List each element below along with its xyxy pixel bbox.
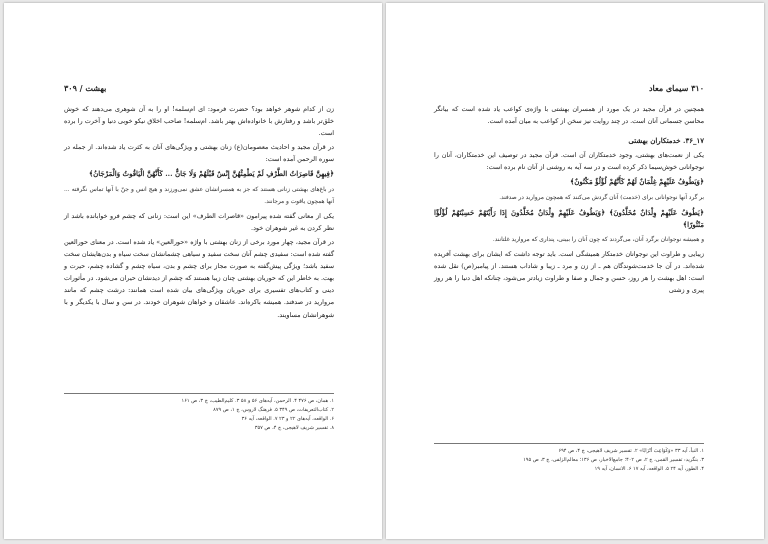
footnote-line: ۱. همان، ص ۴۷۶ ۴. الرحمن، آیه‌های ۵۶ و ۵۸ ۳. کلیم‌الطیب، ج ۳، ص ۱۶۱ [181,398,334,404]
footnotes [434,443,704,474]
quran-verse: ﴿فِيهِنَّ قَاصِرَاتُ الطَّرْفِ لَمْ يَطْمِثْهُنَّ إِنْسٌ قَبْلَهُمْ وَلَا جَانٌّ ... كَأَنَّهُنَّ الْيَاقُوتُ وَالْمَرْجَانُ﴾ [89,169,334,179]
footnote-line: ۴. الطور، آیه ۲۴ ۵. الواقعه، آیه ۱۷ ۶. الانسان، آیه ۱۹ [594,466,704,472]
page-body [64,103,334,323]
quran-verse: ﴿يَطُوفُ عَلَيْهِمْ وِلْدَانٌ مُخَلَّدُونَ﴾ ﴿وَيَطُوفُ عَلَيْهِمْ وِلْدَانٌ مُخَلَّدُونَ إِذَا رَأَيْتَهُمْ حَسِبْتَهُمْ لُؤْلُؤًا مَنْثُورًا﴾ [434,207,704,229]
page-body [434,103,704,298]
footnote-line: ۸. تفسیر شریف لاهیجی، ج ۴، ص ۳۵۷ [254,425,334,431]
quran-verse: ﴿وَيَطُوفُ عَلَيْهِمْ غِلْمَانٌ لَهُمْ كَأَنَّهُمْ لُؤْلُؤٌ مَكْنُونٌ﴾ [570,177,704,187]
verse-translation: بر گرد آنها نوجوانانی برای (خدمت) آنان گردش می‌کنند که همچون مروارید در صدفند. [499,194,704,201]
paragraph: در قرآن مجید و احادیث معصومان(ع) زنان بهشتی و ویژگی‌های آنان به کثرت یاد شده‌اند. از جمله در سوره الرحمن آمده است: [64,143,334,164]
paragraph: یکی از معانی گفته شده پیرامون «قاصرات الطرف» این است: زنانی که چشم فرو خوابانده باشد از نظر کردن به غیر شوهران خود. [64,211,334,232]
left-page [4,3,382,539]
paragraph: زیبایی و طراوت این نوجوانان خدمتکار همیشگی است. باید توجه داشت که ایشان برای بهشت آفریده شده‌اند. در آن جا خدمت‌شوندگان هم ـ از زن و مرد ـ زیبا و شاداب هستند. از پیامبر(ص) نقل شده است: اهل بهشت را هر روز، حسن و جمال و صفا و طراوت زیاد‌تر می‌شود، چنانکه اهل دنیا را هر روز پیری و زشتی [434,249,704,295]
paragraph: زن از کدام شوهر خواهد بود؟ حضرت فرمود: ای ام‌سلمه! او را به آن شوهری می‌دهند که خوش خلق‌تر باشد و رفتارش با خانواده‌اش بهتر باشد. ام‌سلمه! صاحب اخلاق نیکو خوبی دنیا و آخرت را برده است. [64,105,334,138]
right-page [386,3,764,539]
verse-translation: و همیشه نوجوانان برگرد آنان، می‌گردند که چون آنان را ببینی، پنداری که مروارید غلتانند. [492,236,704,243]
footnote-line: ۱. النبأ، آیه ۳۳ «وَكَوَاعِبَ أَتْرَابًا» ۲. تفسیر شریف لاهیجی، ج ۴، ص ۶۹۴ [558,448,704,454]
section-title: ۱۷_۳۶. خدمتکاران بهشتی [628,136,704,146]
page-header: بهشت / ۳۰۹ [64,83,107,93]
paragraph: یکی از نعمت‌های بهشتی، وجود خدمتکاران آن است. قرآن مجید در توصیف این خدمتکاران، آنان را نوجوانانی خوش‌سیما ذکر کرده است و در سه آیه به روشنی از آنان نام برده است: [434,151,704,172]
verse-translation: در باغ‌های بهشتی زنانی هستند که جز به همسرانشان عشق نمی‌ورزند و هیچ انس و جنّ با آنها تماس نگرفته ... آنها همچون یاقوت و مرجانند. [64,186,334,205]
paragraph: همچنین در قرآن مجید در یک مورد از همسران بهشتی با واژه‌ی کواعب یاد شده است که بیانگر محاسن جسمانی آنان است. در چند روایت نیز سخن از کواعب به میان آمده است. [434,105,704,126]
footnote-line: ۳. بنگرید: تفسیر القمی، ج ۲، ص ۴۰۲؛ جامع‌الاخبار، ص ۱۳۶؛ معالم‌الزلفی، ج ۳، ص ۱۹۵ [523,457,704,463]
footnote-line: ۶. الواقعه، آیه‌های ۲۲ و ۲۳ ۷. الواقعه، آیه ۳۶ [241,416,334,422]
page-header: ۳۱۰ سیمای معاد [648,83,704,93]
footnote-line: ۲. کتاب‌التعریفات، ص ۳۴۹ ۵. فرهنگ لاروس، ج ۱، ص ۸۷۹ [213,407,334,413]
footnotes [64,393,334,433]
paragraph: در قرآن مجید، چهار مورد برخی از زنان بهشتی با واژه «حورالعین» یاد شده است. در معنای حورالعین گفته شده است: سفیدی چشم آنان سخت سفید و سیاهی چشمانشان سخت سیاه و بدن‌هایشان سخت سفید باشد؛ ویژگی پیش‌گفته به صورت مجاز برای چشم و بدن، سیاه چشم و گشاده چشم، حیرت و بهت. به خاطر این که حوریان بهشتی چنان زیبا هستند که چشم از دیدنشان حیران می‌شود. در مأثورات دینی و کتاب‌های تفسیری برای حوریان ویژگی‌های بیان شده است همانند: درشت چشم که مانند مروارید در صدفند. همیشه باکره‌اند. عاشقان و خواهان شوهران خودند. در سن و سال با یکدیگر و با شوهرانشان مساویند. [64,237,334,319]
